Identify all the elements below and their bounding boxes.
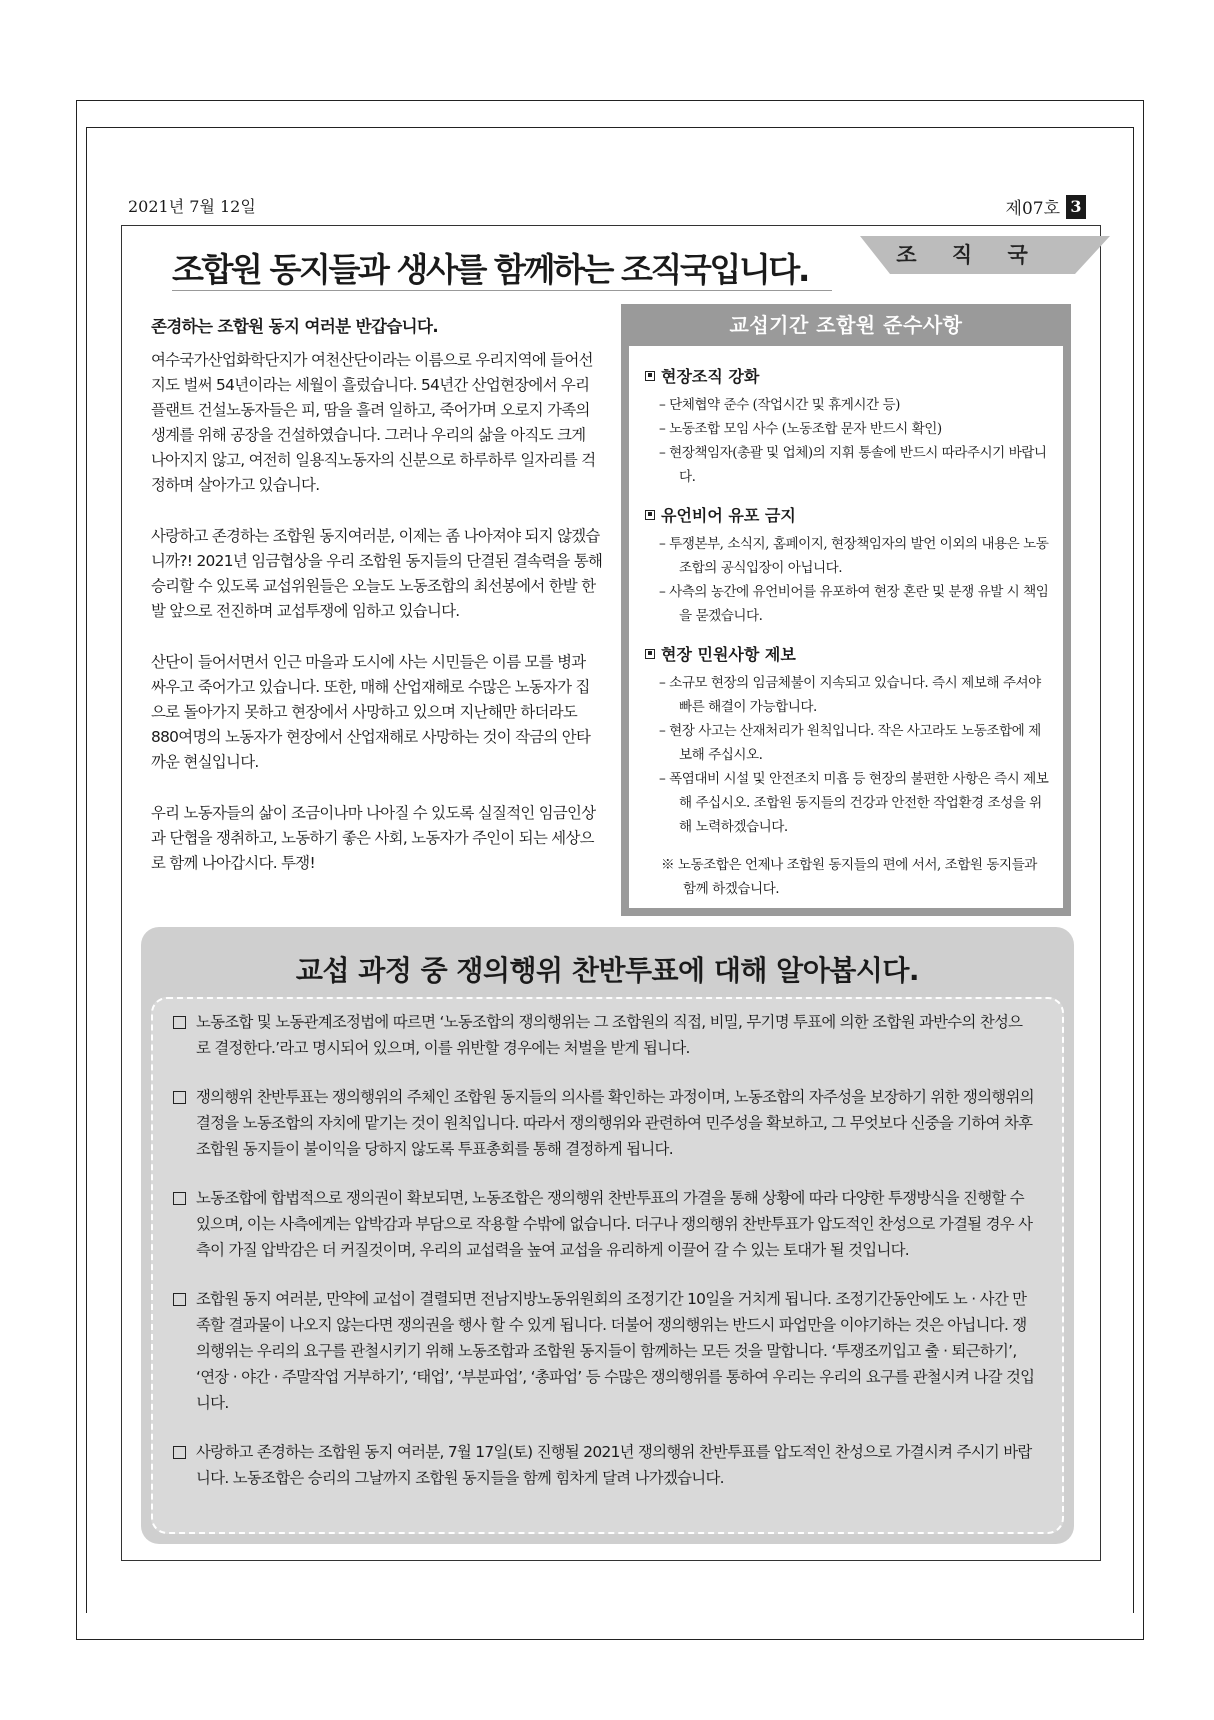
page-number: 3 bbox=[1066, 195, 1086, 219]
notice-item: – 현장 사고는 산재처리가 원칙입니다. 작은 사고라도 노동조합에 제보해 주십시오. bbox=[659, 723, 1041, 763]
issue-info bbox=[1006, 194, 1086, 219]
department-label: 조 직 국 bbox=[896, 243, 1042, 267]
notice-section bbox=[645, 503, 1049, 628]
notice-section-title: 현장 민원사항 제보 bbox=[661, 645, 796, 664]
vote-item-text: 노동조합 및 노동관계조정법에 따르면 ‘노동조합의 쟁의행위는 그 조합원의 직접, 비밀, 무기명 투표에 의한 조합원 과반수의 찬성으로 결정한다.’라고 명시되어 있으며, 이를 위반할 경우에는 처벌을 받게 됩니다. bbox=[196, 1013, 1023, 1057]
checkbox-square-icon bbox=[173, 1016, 186, 1029]
vote-item-text: 노동조합에 합법적으로 쟁의권이 확보되면, 노동조합은 쟁의행위 찬반투표의 가결을 통해 상황에 따라 다양한 투쟁방식을 진행할 수 있으며, 이는 사측에게는 압박감과 부담으로 작용할 수밖에 없습니다. 더구나 쟁의행위 찬반투표가 압도적인 찬성으로 가결될 경우 사측이 가질 압박감은 더 커질것이며, 우리의 교섭력을 높여 교섭을 유리하게 이끌어 갈 수 있는 토대가 될 것입니다. bbox=[196, 1189, 1033, 1259]
notice-item: – 사측의 농간에 유언비어를 유포하여 현장 혼란 및 분쟁 유발 시 책임을 묻겠습니다. bbox=[659, 584, 1049, 624]
square-bullet-icon bbox=[645, 510, 655, 520]
square-bullet-icon bbox=[645, 371, 655, 381]
square-bullet-icon bbox=[645, 649, 655, 659]
vote-item-text: 사랑하고 존경하는 조합원 동지 여러분, 7월 17일(토) 진행될 2021년 쟁의행위 찬반투표를 압도적인 찬성으로 가결시켜 주시기 바랍니다. 노동조합은 승리의 그날까지 조합원 동지들을 함께 힘차게 달려 나가겠습니다. bbox=[196, 1443, 1032, 1487]
vote-section bbox=[141, 927, 1074, 1544]
notice-section-title: 현장조직 강화 bbox=[661, 367, 760, 386]
body-column bbox=[151, 348, 603, 902]
notice-section-heading bbox=[645, 364, 1049, 387]
vote-section-body bbox=[151, 997, 1064, 1534]
checkbox-square-icon bbox=[173, 1293, 186, 1306]
notice-remark: ※ 노동조합은 언제나 조합원 동지들의 편에 서서, 조합원 동지들과 함께 하겠습니다. bbox=[661, 857, 1037, 897]
notice-item: – 폭염대비 시설 및 안전조치 미흡 등 현장의 불편한 사항은 즉시 제보해 주십시오. 조합원 동지들의 건강과 안전한 작업환경 조성을 위해 노력하겠습니다. bbox=[659, 771, 1049, 835]
headline-underline bbox=[172, 290, 832, 291]
checkbox-square-icon bbox=[173, 1091, 186, 1104]
vote-item-text: 조합원 동지 여러분, 만약에 교섭이 결렬되면 전남지방노동위원회의 조정기간 10일을 거치게 됩니다. 조정기간동안에도 노 · 사간 만족할 결과물이 나오지 않는다면 쟁의권을 행사 할 수 있게 됩니다. 더불어 쟁의행위는 반드시 파업만을 이야기하는 것은 아닙니다. 쟁의행위는 우리의 요구를 관철시키기 위해 노동조합과 조합원 동지들이 함께하는 모든 것을 말합니다. ‘투쟁조끼입고 출 · 퇴근하기’, ‘연장 · 야간 · 주말작업 거부하기’, ‘태업’, ‘부분파업’, ‘총파업’ 등 수많은 쟁의행위를 통하여 우리는 우리의 요구를 관철시켜 나갈 것입니다. bbox=[196, 1290, 1035, 1412]
vote-item bbox=[173, 1439, 1036, 1491]
vote-item bbox=[173, 1084, 1036, 1162]
notice-item: – 투쟁본부, 소식지, 홈페이지, 현장책임자의 발언 이외의 내용은 노동조합의 공식입장이 아닙니다. bbox=[659, 536, 1049, 576]
greeting: 존경하는 조합원 동지 여러분 반갑습니다. bbox=[151, 317, 439, 336]
vote-item bbox=[173, 1185, 1036, 1263]
notice-item: – 현장책임자(총괄 및 업체)의 지휘 통솔에 반드시 따라주시기 바랍니다. bbox=[659, 445, 1047, 485]
vote-item bbox=[173, 1009, 1036, 1061]
vote-item-text: 쟁의행위 찬반투표는 쟁의행위의 주체인 조합원 동지들의 의사를 확인하는 과정이며, 노동조합의 자주성을 보장하기 위한 쟁의행위의 결정을 노동조합의 자치에 맡기는 것이 원칙입니다. 따라서 쟁의행위와 관련하여 민주성을 확보하고, 그 무엇보다 신중을 기하여 차후 조합원 동지들이 불이익을 당하지 않도록 투표총회를 통해 결정하게 됩니다. bbox=[196, 1088, 1034, 1158]
body-paragraph: 산단이 들어서면서 인근 마을과 도시에 사는 시민들은 이름 모를 병과 싸우고 죽어가고 있습니다. 또한, 매해 산업재해로 수많은 노동자가 집으로 돌아가지 못하고 현장에서 사망하고 있으며 지난해만 하더라도 880여명의 노동자가 현장에서 산업재해로 사망하는 것이 작금의 안타까운 현실입니다. bbox=[151, 653, 591, 771]
notice-section-heading bbox=[645, 503, 1049, 526]
vote-section-title: 교섭 과정 중 쟁의행위 찬반투표에 대해 알아봅시다. bbox=[295, 954, 920, 987]
notice-item: – 노동조합 모임 사수 (노동조합 문자 반드시 확인) bbox=[659, 421, 942, 437]
notice-section-heading bbox=[645, 642, 1049, 665]
department-tab bbox=[860, 236, 1110, 274]
vote-item bbox=[173, 1286, 1036, 1416]
notice-item: – 소규모 현장의 임금체불이 지속되고 있습니다. 즉시 제보해 주셔야 빠른 해결이 가능합니다. bbox=[659, 675, 1041, 715]
notice-box bbox=[621, 304, 1071, 916]
notice-section-title: 유언비어 유포 금지 bbox=[661, 506, 796, 525]
notice-body bbox=[629, 346, 1063, 908]
notice-title: 교섭기간 조합원 준수사항 bbox=[729, 313, 963, 337]
issue-number: 제07호 bbox=[1005, 199, 1060, 219]
body-paragraph: 여수국가산업화학단지가 여천산단이라는 이름으로 우리지역에 들어선지도 벌써 54년이라는 세월이 흘렀습니다. 54년간 산업현장에서 우리 플랜트 건설노동자들은 피, 땀을 흘려 일하고, 죽어가며 오로지 가족의 생계를 위해 공장을 건설하였습니다. 그러나 우리의 삶을 아직도 크게 나아지지 않고, 여전히 일용직노동자의 신분으로 하루하루 일자리를 걱정하며 살아가고 있습니다. bbox=[151, 351, 596, 494]
notice-section bbox=[645, 364, 1049, 489]
body-paragraph: 우리 노동자들의 삶이 조금이나마 나아질 수 있도록 실질적인 임금인상과 단협을 쟁취하고, 노동하기 좋은 사회, 노동자가 주인이 되는 세상으로 함께 나아갑시다. 투쟁! bbox=[151, 804, 596, 872]
notice-section bbox=[645, 642, 1049, 839]
headline: 조합원 동지들과 생사를 함께하는 조직국입니다. bbox=[172, 250, 809, 289]
checkbox-square-icon bbox=[173, 1446, 186, 1459]
checkbox-square-icon bbox=[173, 1192, 186, 1205]
issue-date: 2021년 7월 12일 bbox=[128, 197, 256, 216]
notice-item: – 단체협약 준수 (작업시간 및 휴게시간 등) bbox=[659, 397, 900, 413]
body-paragraph: 사랑하고 존경하는 조합원 동지여러분, 이제는 좀 나아져야 되지 않겠습니까?! 2021년 임금협상을 우리 조합원 동지들의 단결된 결속력을 통해 승리할 수 있도록 교섭위원들은 오늘도 노동조합의 최선봉에서 한발 한발 앞으로 전진하며 교섭투쟁에 임하고 있습니다. bbox=[151, 527, 603, 620]
